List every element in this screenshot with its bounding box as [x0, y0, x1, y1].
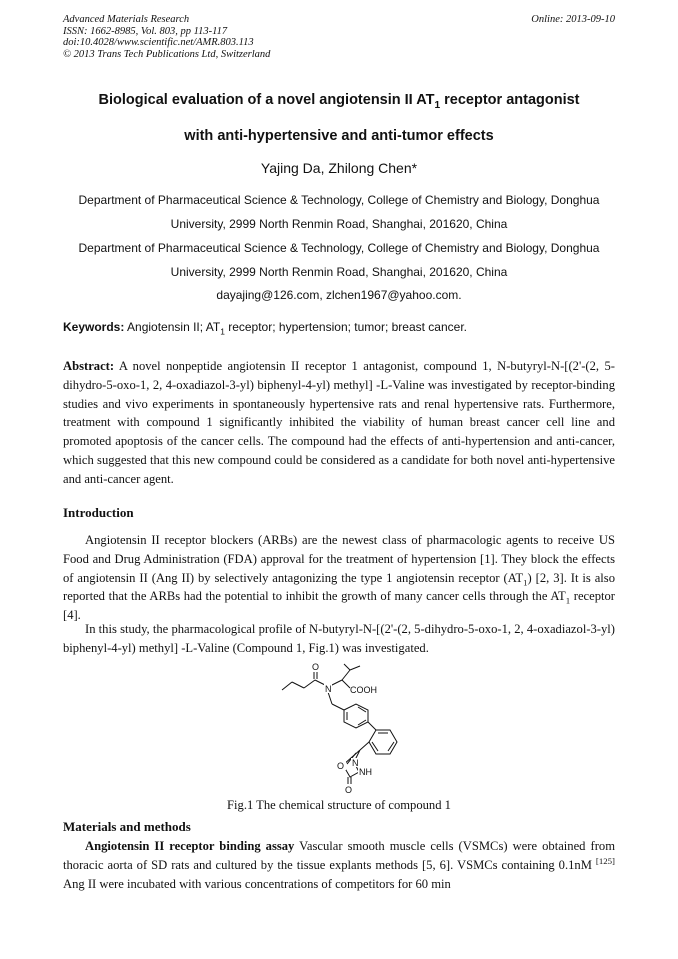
journal-header — [63, 14, 615, 60]
abstract-label: Abstract: — [63, 359, 115, 373]
atom-label-n: N — [352, 758, 359, 768]
compound-1-structure — [270, 660, 420, 795]
section-heading-introduction: Introduction — [63, 505, 134, 520]
atom-label-o: O — [337, 761, 345, 771]
intro-paragraph-2: In this study, the pharmacological profile of N-butyryl-N-[(2'-(2, 5-dihydro-5-oxo-1, 2, 4-oxadiazol-3-yl) biphenyl-4-yl) methyl] -L-Valine (Compound 1, Fig.1) was investigated. — [63, 622, 615, 655]
doi: doi:10.4028/www.scientific.net/AMR.803.113 — [63, 37, 254, 48]
authors: Yajing Da, Zhilong Chen* — [260, 160, 418, 176]
methods-paragraph: Angiotensin II receptor binding assay Vascular smooth muscle cells (VSMCs) were obtained from thoracic aorta of SD rats and cultured by the tissue explants methods [5, 6]. VSMCs containing 0.1nM [125] Ang II were incubated with various concentrations of competitors for 60 min — [63, 839, 615, 891]
chemical-structure-figure — [270, 660, 420, 800]
online-date: Online: 2013-09-10 — [531, 14, 615, 25]
paper-title-line2: with anti-hypertensive and anti-tumor effects — [184, 128, 494, 144]
atom-label-o: O — [312, 662, 320, 672]
affiliation-line: University, 2999 North Renmin Road, Shanghai, 201620, China — [170, 265, 508, 279]
atom-label-n: N — [325, 684, 332, 694]
abstract: Abstract: A novel nonpeptide angiotensin II receptor 1 antagonist, compound 1, N-butyryl-N-[(2'-(2, 5-dihydro-5-oxo-1, 2, 4-oxadiazol-3-yl) biphenyl-4-yl) methyl] -L-Valine was investigated by receptor-binding studies and vivo experiments in spontaneously hypertensive rats and renal hypertensive rats. Furthermore, treatment with compound 1 significantly inhibited the viability of human breast cancer cell line and promoted apoptosis of the cancer cells. The compound had the effects of anti-hypertension and anti-cancer, which suggested that this new compound could be considered as a candidate for both novel anti-hypertensive and anti-cancer agent. — [63, 359, 615, 486]
atom-label-o: O — [345, 785, 353, 795]
keywords: Keywords: Angiotensin II; $AT_1$ receptor; hypertension; tumor; breast cancer. — [63, 320, 467, 337]
subsection-heading: Angiotensin II receptor binding assay — [85, 839, 295, 853]
affiliation-line: University, 2999 North Renmin Road, Shanghai, 201620, China — [170, 217, 508, 231]
emails: dayajing@126.com, zlchen1967@yahoo.com. — [216, 288, 462, 302]
intro-paragraph-1: Angiotensin II receptor blockers (ARBs) are the newest class of pharmacologic agents to receive US Food and Drug Administration (FDA) approval for the treatment of hypertension [1]. They block the effects of angiotensin II (Ang II) by selectively antagonizing the type 1 angiotensin receptor $(AT_1)$ [2, 3]. It is also reported that the ARBs had the potential to inhibit the growth of many cancer cells through the $AT_1$ receptor [4]. — [63, 533, 616, 623]
section-heading-methods: Materials and methods — [63, 819, 191, 834]
affiliation-line: Department of Pharmaceutical Science & Technology, College of Chemistry and Biology, Donghua — [78, 241, 600, 255]
figure-caption: Fig.1 The chemical structure of compound 1 — [227, 798, 451, 812]
atom-label-cooh: COOH — [350, 685, 377, 695]
affiliation-line: Department of Pharmaceutical Science & Technology, College of Chemistry and Biology, Donghua — [78, 193, 600, 207]
keywords-label: Keywords: — [63, 320, 125, 334]
issn: ISSN: 1662-8985, Vol. 803, pp 113-117 — [63, 25, 228, 37]
atom-label-nh: NH — [359, 767, 372, 777]
copyright: © 2013 Trans Tech Publications Ltd, Switzerland — [63, 48, 271, 60]
paper-title-line1: Biological evaluation of a novel angiotensin II $AT_1$ receptor antagonist — [98, 92, 580, 111]
journal-name: Advanced Materials Research — [63, 14, 190, 25]
